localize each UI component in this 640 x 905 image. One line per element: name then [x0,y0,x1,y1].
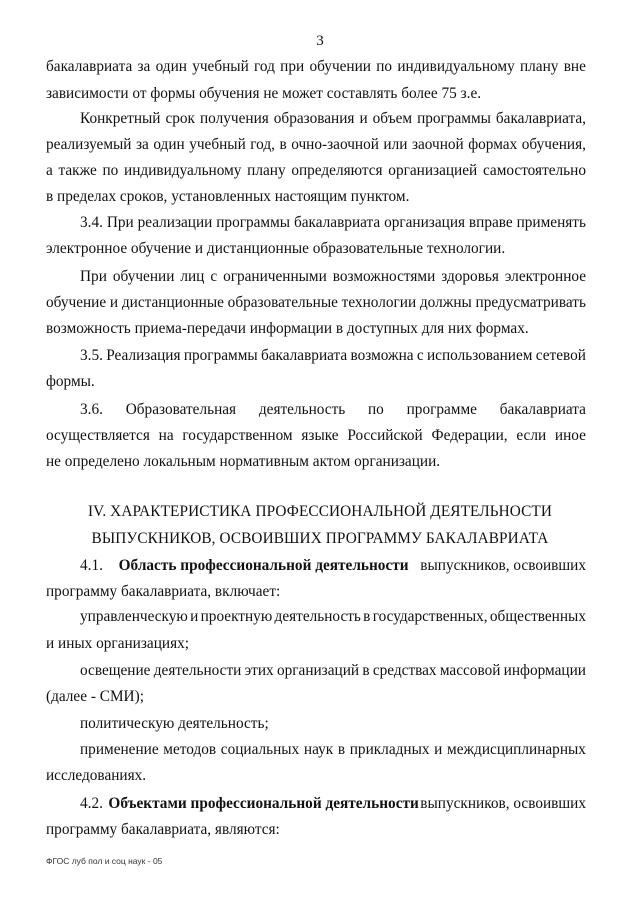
section-line-5: освещение деятельности этих организаций в средствах массовой информации [80,662,586,679]
body-line-12: 3.5. Реализация программы бакалавриата возможна с использованием сетевой [80,347,586,364]
section-line-7: политическую деятельность; [80,715,269,732]
page-footer: ФГОС луб пол и соц наук - 05 [46,856,163,866]
body-line-16: не определено локальным нормативным актом организации. [46,453,441,470]
section-line-1 [80,557,586,575]
section-line-11: программу бакалавриата, являются: [46,821,280,838]
section-heading-line-1: IV. ХАРАКТЕРИСТИКА ПРОФЕССИОНАЛЬНОЙ ДЕЯТЕЛЬНОСТИ [87,503,553,520]
body-line-6: в пределах сроков, установленных настоящим пунктом. [46,188,410,205]
page-number: 3 [316,33,324,49]
bold-term: Область профессиональной деятельности [118,557,409,574]
body-line-7: 3.4. При реализации программы бакалавриата организация вправе применять [80,214,586,231]
clause-text: выпускников, освоивших [420,795,586,812]
body-line-9: При обучении лиц с ограниченными возможностями здоровья электронное [80,268,586,285]
clause-number: 4.1. [80,557,103,574]
section-line-4: и иных организациях; [46,635,190,652]
body-line-5: а также по индивидуальному плану определяются организацией самостоятельно [46,162,586,179]
body-line-11: возможность приема-передачи информации в доступных для них формах. [46,320,529,337]
clause-text: выпускников, освоивших [420,557,586,574]
body-line-2: зависимости от формы обучения не может составлять более 75 з.е. [46,85,482,102]
body-line-13: формы. [46,373,95,390]
body-line-10: обучение и дистанционные образовательные технологии должны предусматривать [46,294,586,311]
body-line-15: осуществляется на государственном языке Российской Федерации, если иное [46,427,586,444]
section-line-6: (далее - СМИ); [46,688,144,705]
body-line-8: электронное обучение и дистанционные образовательные технологии. [46,240,506,257]
section-line-8: применение методов социальных наук в прикладных и междисциплинарных [80,741,586,758]
body-line-3: Конкретный срок получения образования и объем программы бакалавриата, [80,110,586,127]
body-line-14: 3.6. Образовательная деятельность по программе бакалавриата [80,401,586,418]
bold-term: Объектами профессиональной деятельности [108,795,419,812]
body-line-4: реализуемый за один учебный год, в очно-заочной или заочной формах обучения, [46,136,586,153]
section-line-9: исследованиях. [46,767,147,784]
body-line-1: бакалавриата за один учебный год при обучении по индивидуальному плану вне [46,58,586,75]
section-line-3: управленческую и проектную деятельность в государственных, общественных [80,608,586,625]
clause-number: 4.2. [80,795,103,812]
section-heading-line-2: ВЫПУСКНИКОВ, ОСВОИВШИХ ПРОГРАММУ БАКАЛАВРИАТА [91,530,549,547]
section-line-2: программу бакалавриата, включает: [46,583,281,600]
section-line-10 [80,795,586,813]
